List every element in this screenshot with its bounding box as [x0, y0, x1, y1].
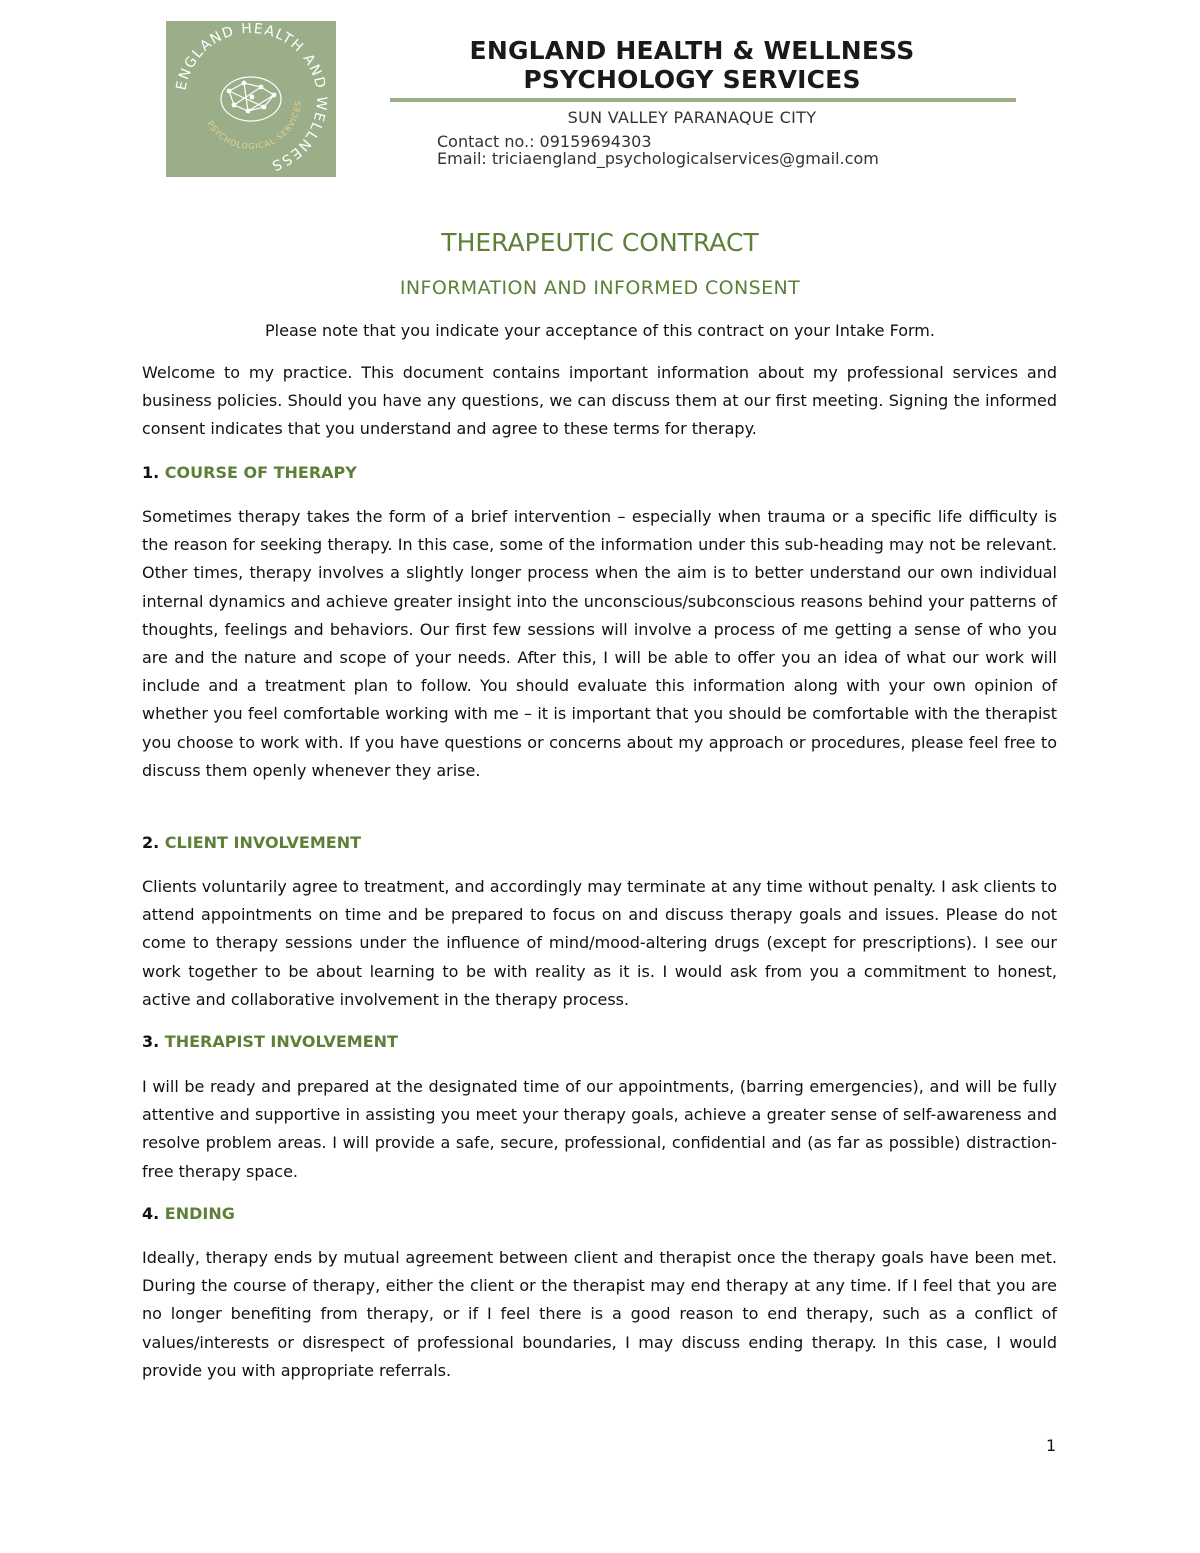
section-title: THERAPIST INVOLVEMENT: [164, 1032, 398, 1051]
logo-inner-text: PSYCHOLOGICAL SERVICES: [205, 99, 304, 152]
section-number: 2.: [142, 833, 160, 852]
acceptance-note: Please note that you indicate your acceptance of this contract on your Intake Form.: [265, 321, 935, 340]
section-title: CLIENT INVOLVEMENT: [164, 833, 361, 852]
section-body: Ideally, therapy ends by mutual agreement between client and therapist once the therapy goals have been met. During the course of therapy, either the client or the therapist may end therapy at any time. If I feel that you are no longer benefiting from therapy, or if I feel there is a good reason to end therapy, such as a conflict of values/interests or disrespect of professional boundaries, I may discuss ending therapy. In this case, I would provide you with appropriate referrals.: [142, 1248, 1057, 1380]
document-subtitle: INFORMATION AND INFORMED CONSENT: [399, 277, 801, 299]
contact-number: Contact no.: 09159694303: [437, 132, 652, 151]
page-number: 1: [1046, 1436, 1057, 1455]
header-divider: [390, 98, 1016, 102]
section-heading: [142, 1204, 235, 1223]
brain-network-icon: [166, 21, 336, 177]
section-heading: [142, 833, 361, 852]
org-name-line1: ENGLAND HEALTH & WELLNESS: [469, 36, 915, 65]
logo: [166, 21, 336, 177]
section-body: I will be ready and prepared at the designated time of our appointments, (barring emergencies), and will be fully attentive and supportive in assisting you meet your therapy goals, achieve a greater sense of self-awareness and resolve problem areas. I will provide a safe, secure, professional, confidential and (as far as possible) distraction-free therapy space.: [142, 1077, 1057, 1181]
org-name: [392, 36, 992, 94]
logo-ring-text: ENGLAND HEALTH AND WELLNESS: [173, 21, 330, 174]
section-title: COURSE OF THERAPY: [164, 463, 357, 482]
city: SUN VALLEY PARANAQUE CITY: [567, 108, 817, 127]
section-heading: [142, 1032, 398, 1051]
email-address: Email: triciaengland_psychologicalservices@gmail.com: [437, 149, 879, 168]
section-number: 4.: [142, 1204, 160, 1223]
document-title: THERAPEUTIC CONTRACT: [441, 228, 759, 257]
section-body: Sometimes therapy takes the form of a brief intervention – especially when trauma or a specific life difficulty is the reason for seeking therapy. In this case, some of the information under this sub-heading may not be relevant. Other times, therapy involves a slightly longer process when the aim is to better understand our own individual internal dynamics and achieve greater insight into the unconscious/subconscious reasons behind your patterns of thoughts, feelings and behaviors. Our first few sessions will involve a process of me getting a sense of who you are and the nature and scope of your needs. After this, I will be able to offer you an idea of what our work will include and a treatment plan to follow. You should evaluate this information along with your own opinion of whether you feel comfortable working with me – it is important that you should be comfortable with the therapist you choose to work with. If you have questions or concerns about my approach or procedures, please feel free to discuss them openly whenever they arise.: [142, 507, 1057, 780]
section-title: ENDING: [164, 1204, 235, 1223]
section-number: 3.: [142, 1032, 160, 1051]
section-body: Clients voluntarily agree to treatment, and accordingly may terminate at any time without penalty. I ask clients to attend appointments on time and be prepared to focus on and discuss therapy goals and issues. Please do not come to therapy sessions under the influence of mind/mood-altering drugs (except for prescriptions). I see our work together to be about learning to be with reality as it is. I would ask from you a commitment to honest, active and collaborative involvement in the therapy process.: [142, 877, 1057, 1009]
intro-paragraph: Welcome to my practice. This document contains important information about my professional services and business policies. Should you have any questions, we can discuss them at our first meeting. Signing the informed consent indicates that you understand and agree to these terms for therapy.: [142, 363, 1057, 439]
org-name-line2: PSYCHOLOGY SERVICES: [523, 65, 861, 94]
section-number: 1.: [142, 463, 160, 482]
section-heading: [142, 463, 357, 482]
